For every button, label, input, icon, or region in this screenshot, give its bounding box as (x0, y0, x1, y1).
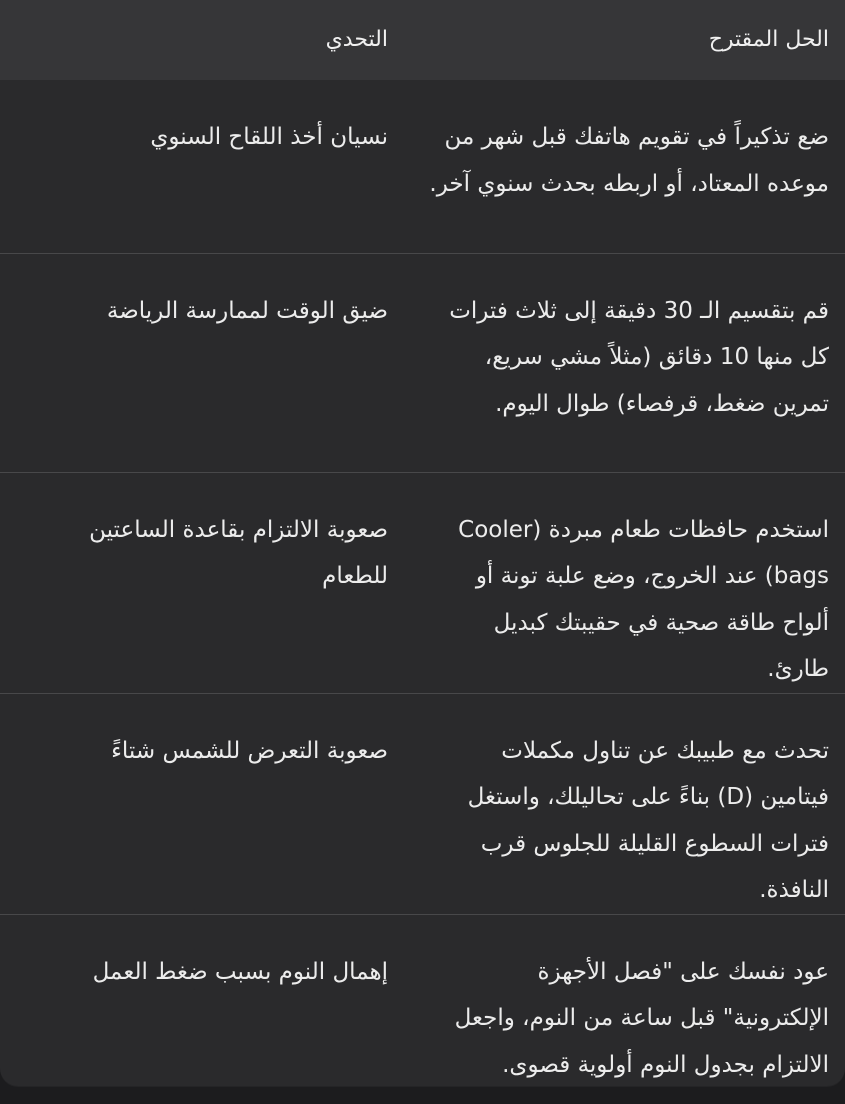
solution-cell: عود نفسك على "فصل الأجهزة الإلكترونية" قبل ساعة من النوم، واجعل الالتزام بجدول النوم أولوية قصوى. (454, 958, 829, 1078)
table-row (0, 80, 845, 253)
header-solution: الحل المقترح (708, 26, 829, 52)
challenge-cell: إهمال النوم بسبب ضغط العمل (92, 958, 388, 985)
table-body (0, 80, 845, 1086)
table-row (0, 693, 845, 914)
table-row (0, 914, 845, 1086)
challenge-cell: صعوبة التعرض للشمس شتاءً (111, 737, 388, 764)
challenge-cell: ضيق الوقت لممارسة الرياضة (106, 297, 388, 324)
table-row (0, 472, 845, 693)
solution-cell: قم بتقسيم الـ 30 دقيقة إلى ثلاث فترات كل منها 10 دقائق (مثلاً مشي سريع، تمرين ضغط، قرفصاء) طوال اليوم. (449, 297, 829, 417)
challenge-cell: نسيان أخذ اللقاح السنوي (150, 124, 388, 150)
table-row (0, 253, 845, 472)
solution-cell: استخدم حافظات طعام مبردة (Cooler bags) عند الخروج، وضع علبة تونة أو ألواح طاقة صحية في حقيبتك كبديل طارئ. (458, 516, 829, 682)
header-row (0, 0, 845, 80)
solution-cell: تحدث مع طبيبك عن تناول مكملات فيتامين (D) بناءً على تحاليلك، واستغل فترات السطوع القليلة للجلوس قرب النافذة. (467, 737, 829, 903)
header-challenge: التحدي (325, 26, 388, 52)
table-header (0, 0, 845, 80)
challenge-cell: صعوبة الالتزام بقاعدة الساعتين للطعام (89, 516, 388, 589)
solution-cell: ضع تذكيراً في تقويم هاتفك قبل شهر من موعده المعتاد، أو اربطه بحدث سنوي آخر. (429, 124, 829, 197)
